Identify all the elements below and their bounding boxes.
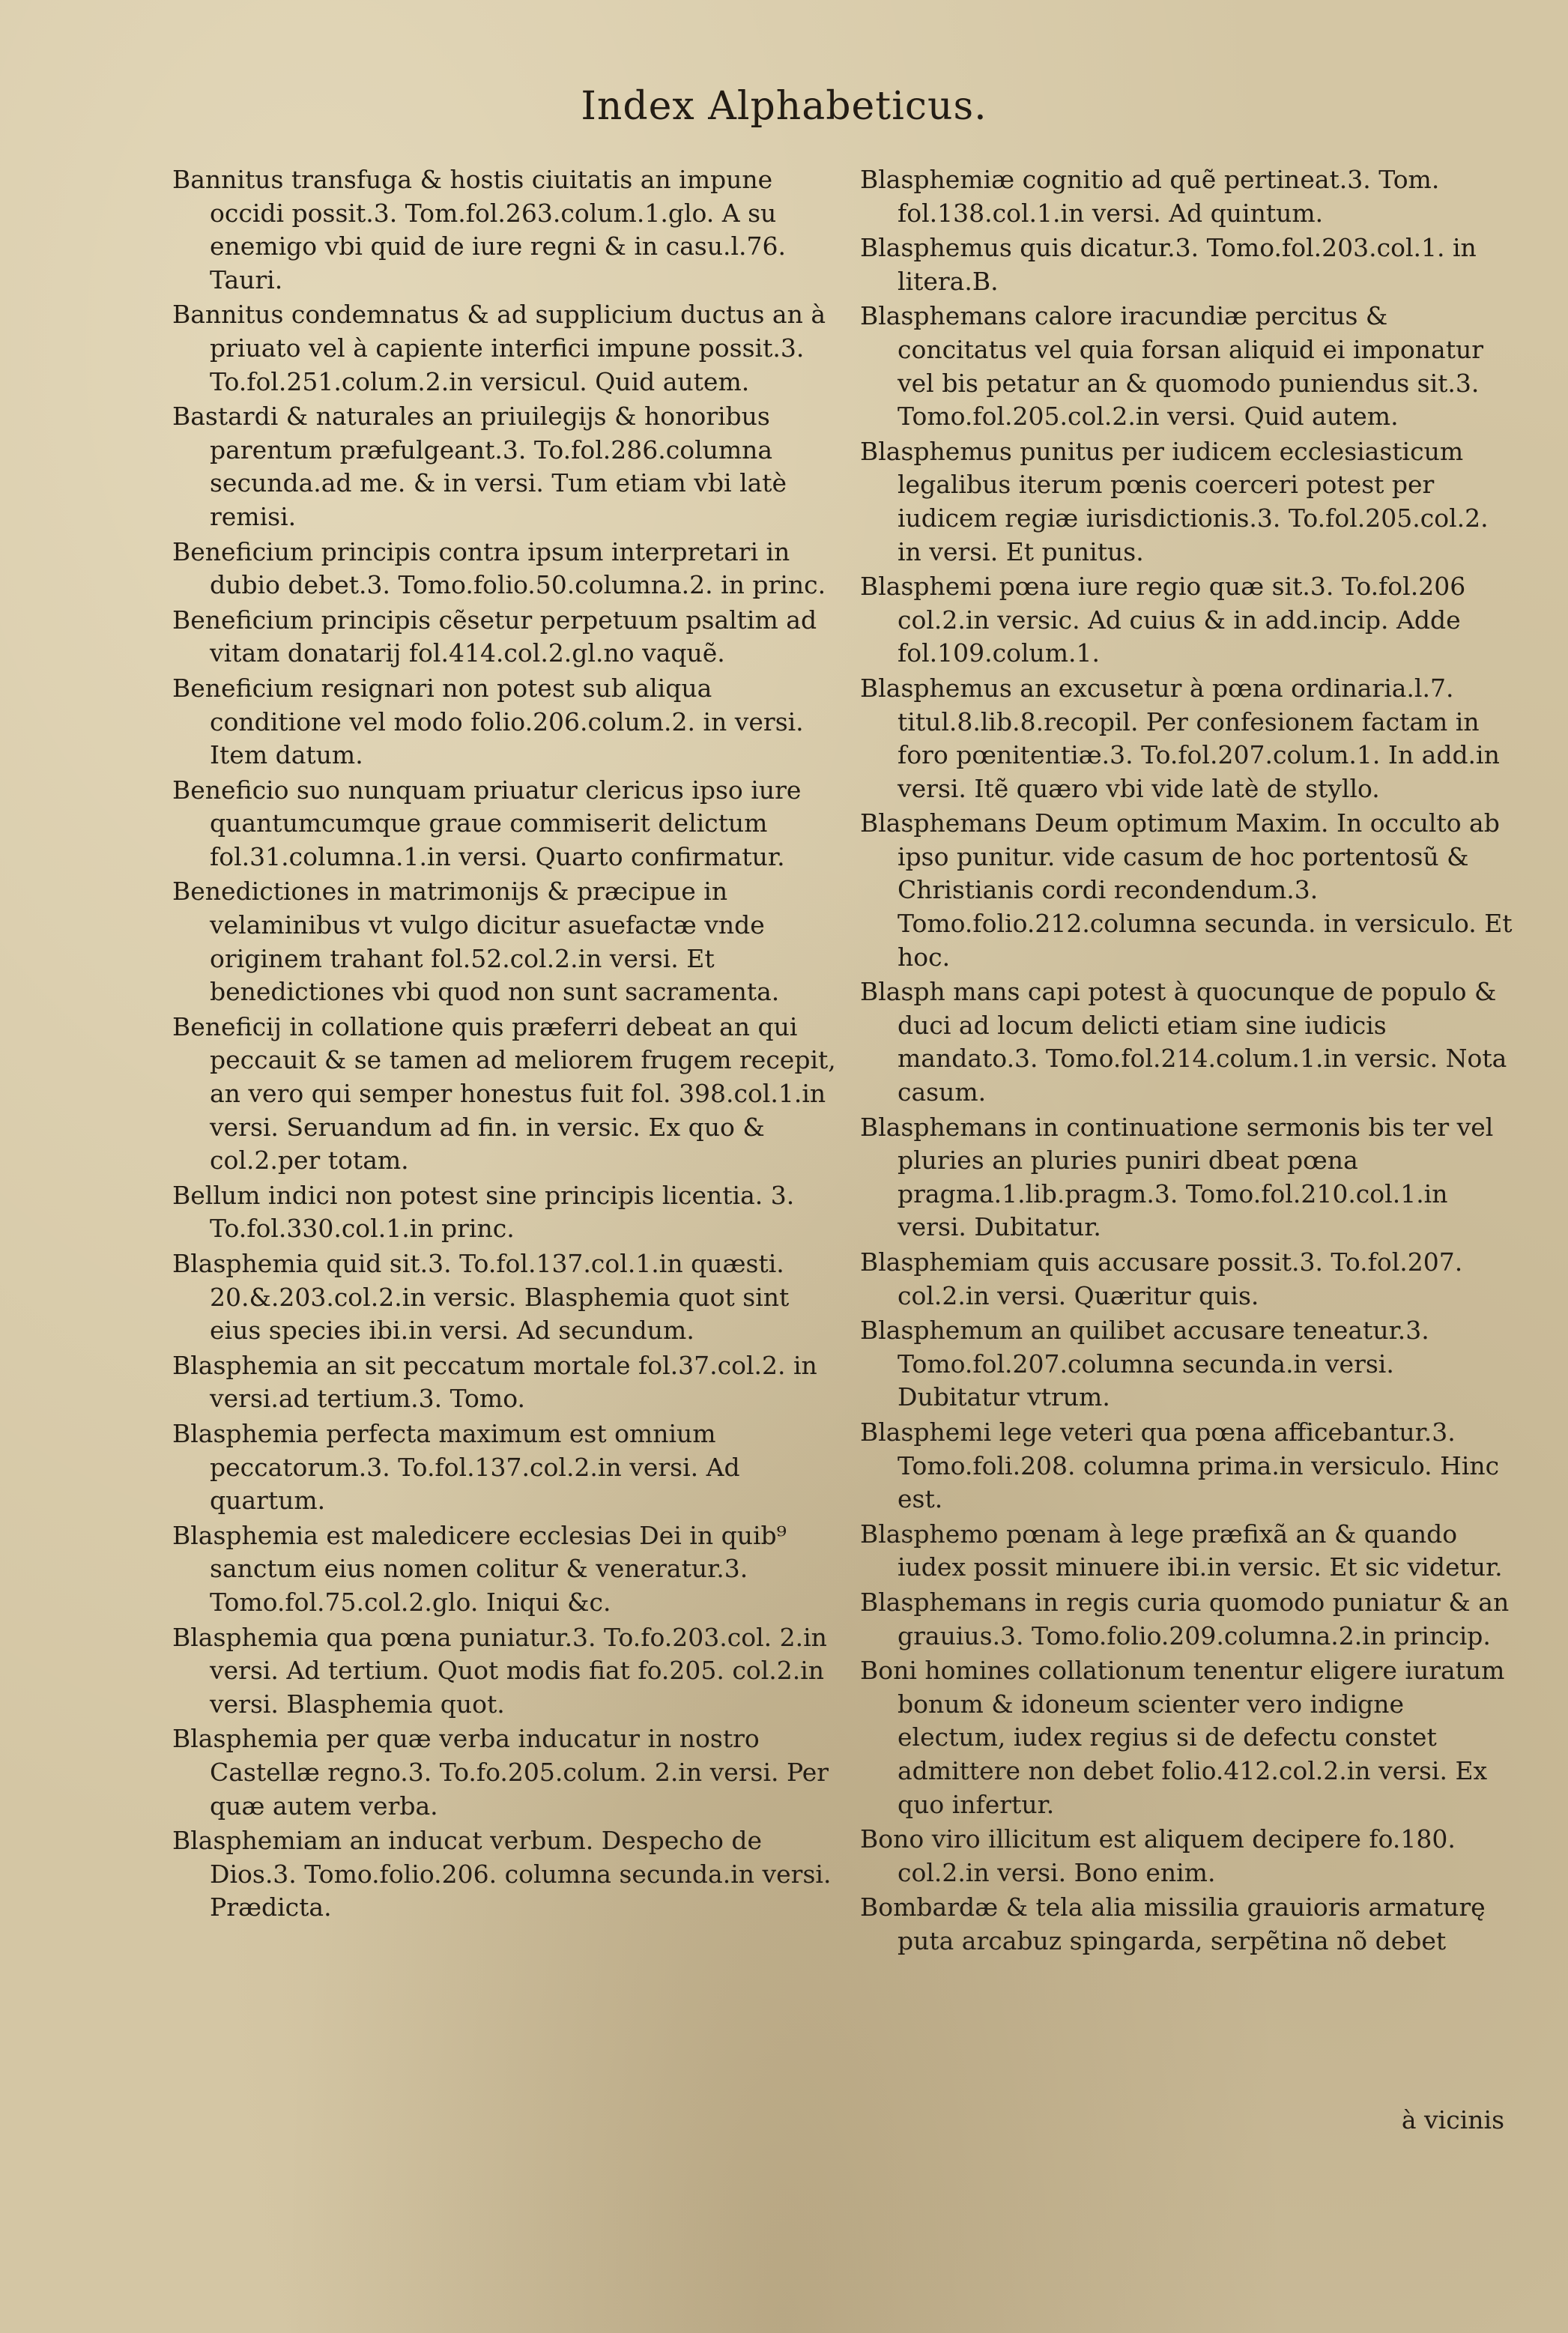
index-entry: Bono viro illicitum est aliquem decipere fo.180. col.2.in versi. Bono enim. (860, 1824, 1456, 1887)
index-entry: Blasph mans capi potest à quocunque de populo & duci ad locum delicti etiam sine iudicis mandato.3. Tomo.fol.214.colum.1.in versic. Nota casum. (860, 977, 1507, 1107)
index-entry: Beneficio suo nunquam priuatur clericus ipso iure quantumcumque graue commiserit delictum fol.31.columna.1.in versi. Quarto confirmatur. (172, 775, 802, 871)
index-entry: Boni homines collationum tenentur eligere iuratum bonum & idoneum scienter vero indigne electum, iudex regius si de defectu constet admittere non debet folio.412.col.2.in versi. Ex quo infertur. (860, 1656, 1505, 1819)
left-column (172, 163, 847, 1926)
index-entry: Blasphemans in regis curia quomodo puniatur & an grauius.3. Tomo.folio.209.columna.2.in princip. (860, 1587, 1510, 1650)
index-entry: Blasphemans calore iracundiæ percitus & concitatus vel quia forsan aliquid ei imponatur vel bis petatur an & quomodo puniendus sit.3. Tomo.fol.205.col.2.in versi. Quid autem. (860, 301, 1483, 432)
index-entry: Bastardi & naturales an priuilegijs & honoribus parentum præfulgeant.3. To.fol.286.columna secunda.ad me. & in versi. Tum etiam vbi latè remisi. (172, 402, 787, 531)
index-entry: Beneficium principis cẽsetur perpetuum psaltim ad vitam donatarij fol.414.col.2.gl.no vaquẽ. (172, 605, 817, 668)
right-column (860, 163, 1516, 1959)
index-entry: Blasphemia an sit peccatum mortale fol.37.col.2. in versi.ad tertium.3. Tomo. (172, 1350, 817, 1414)
index-entry: Beneficij in collatione quis præferri debeat an qui peccauit & se tamen ad meliorem frugem recepit, an vero qui semper honestus fuit fol. 398.col.1.in versi. Seruandum ad fin. in versic. Ex quo & col.2.per totam. (172, 1011, 836, 1175)
index-entry: Blasphemia qua pœna puniatur.3. To.fo.203.col. 2.in versi. Ad tertium. Quot modis fiat fo.205. col.2.in versi. Blasphemia quot. (172, 1622, 827, 1719)
index-entry: Blasphemo pœnam à lege præfixã an & quando iudex possit minuere ibi.in versic. Et sic videtur. (860, 1519, 1503, 1582)
index-entry: Blasphemia per quæ verba inducatur in nostro Castellæ regno.3. To.fo.205.colum. 2.in versi. Per quæ autem verba. (172, 1724, 829, 1821)
page-title: Index Alphabeticus. (581, 84, 987, 129)
index-entry: Benedictiones in matrimonijs & præcipue in velaminibus vt vulgo dicitur asuefactæ vnde originem trahant fol.52.col.2.in versi. Et benedictiones vbi quod non sunt sacramenta. (172, 877, 780, 1007)
index-entry: Blasphemia est maledicere ecclesias Dei in quib⁹ sanctum eius nomen colitur & veneratur.3. Tomo.fol.75.col.2.glo. Iniqui &c. (172, 1520, 787, 1617)
index-entry: Blasphemus quis dicatur.3. Tomo.fol.203.col.1. in litera.B. (860, 233, 1477, 296)
index-entry: Bombardæ & tela alia missilia grauioris armaturę puta arcabuz spingarda, serpẽtina nõ debet (860, 1892, 1486, 1955)
index-entry: Blasphemiam an inducat verbum. Despecho de Dios.3. Tomo.folio.206. columna secunda.in versi. Prædicta. (172, 1826, 832, 1922)
index-entry: Blasphemi lege veteri qua pœna afficebantur.3. Tomo.foli.208. columna prima.in versiculo. Hinc est. (860, 1417, 1500, 1514)
index-entry: Beneficium resignari non potest sub aliqua conditione vel modo folio.206.colum.2. in versi. Item datum. (172, 673, 804, 770)
index-entry: Blasphemum an quilibet accusare teneatur.3. Tomo.fol.207.columna secunda.in versi. Dubitatur vtrum. (860, 1316, 1429, 1412)
index-entry: Bellum indici non potest sine principis licentia. 3. To.fol.330.col.1.in princ. (172, 1180, 795, 1244)
index-entry: Blasphemans Deum optimum Maxim. In occulto ab ipso punitur. vide casum de hoc portentosũ & Christianis cordi recondendum.3. Tomo.folio.212.columna secunda. in versiculo. Et hoc. (860, 808, 1513, 972)
index-entry: Blasphemans in continuatione sermonis bis ter vel pluries an pluries puniri dbeat pœna pragma.1.lib.pragm.3. Tomo.fol.210.col.1.in versi. Dubitatur. (860, 1112, 1494, 1242)
index-entry: Bannitus transfuga & hostis ciuitatis an impune occidi possit.3. Tom.fol.263.colum.1.glo. A su enemigo vbi quid de iure regni & in casu.l.76. Tauri. (172, 165, 786, 294)
index-entry: Blasphemia perfecta maximum est omnium peccatorum.3. To.fol.137.col.2.in versi. Ad quartum. (172, 1418, 740, 1516)
catchword: à vicinis (1401, 2105, 1504, 2134)
index-entry: Blasphemus an excusetur à pœna ordinaria.l.7. titul.8.lib.8.recopil. Per confesionem factam in foro pœnitentiæ.3. To.fol.207.colum.1. In add.in versi. Itẽ quæro vbi vide latè de styllo. (860, 673, 1500, 803)
index-entry: Blasphemiæ cognitio ad quẽ pertineat.3. Tom. fol.138.col.1.in versi. Ad quintum. (860, 165, 1440, 228)
index-entry: Blasphemi pœna iure regio quæ sit.3. To.fol.206 col.2.in versic. Ad cuius & in add.incip. Adde fol.109.colum.1. (860, 572, 1466, 668)
index-entry: Blasphemus punitus per iudicem ecclesiasticum legalibus iterum pœnis coerceri potest per iudicem regiæ iurisdictionis.3. To.fol.205.col.2. in versi. Et punitus. (860, 436, 1489, 566)
index-entry: Blasphemia quid sit.3. To.fol.137.col.1.in quæsti. 20.&.203.col.2.in versic. Blasphemia quot sint eius species ibi.in versi. Ad secundum. (172, 1249, 790, 1346)
index-entry: Blasphemiam quis accusare possit.3. To.fol.207. col.2.in versi. Quæritur quis. (860, 1247, 1463, 1310)
index-entry: Beneficium principis contra ipsum interpretari in dubio debet.3. Tomo.folio.50.columna.2. in princ. (172, 536, 826, 600)
index-entry: Bannitus condemnatus & ad supplicium ductus an à priuato vel à capiente interfici impune possit.3. To.fol.251.colum.2.in versicul. Quid autem. (172, 300, 826, 396)
